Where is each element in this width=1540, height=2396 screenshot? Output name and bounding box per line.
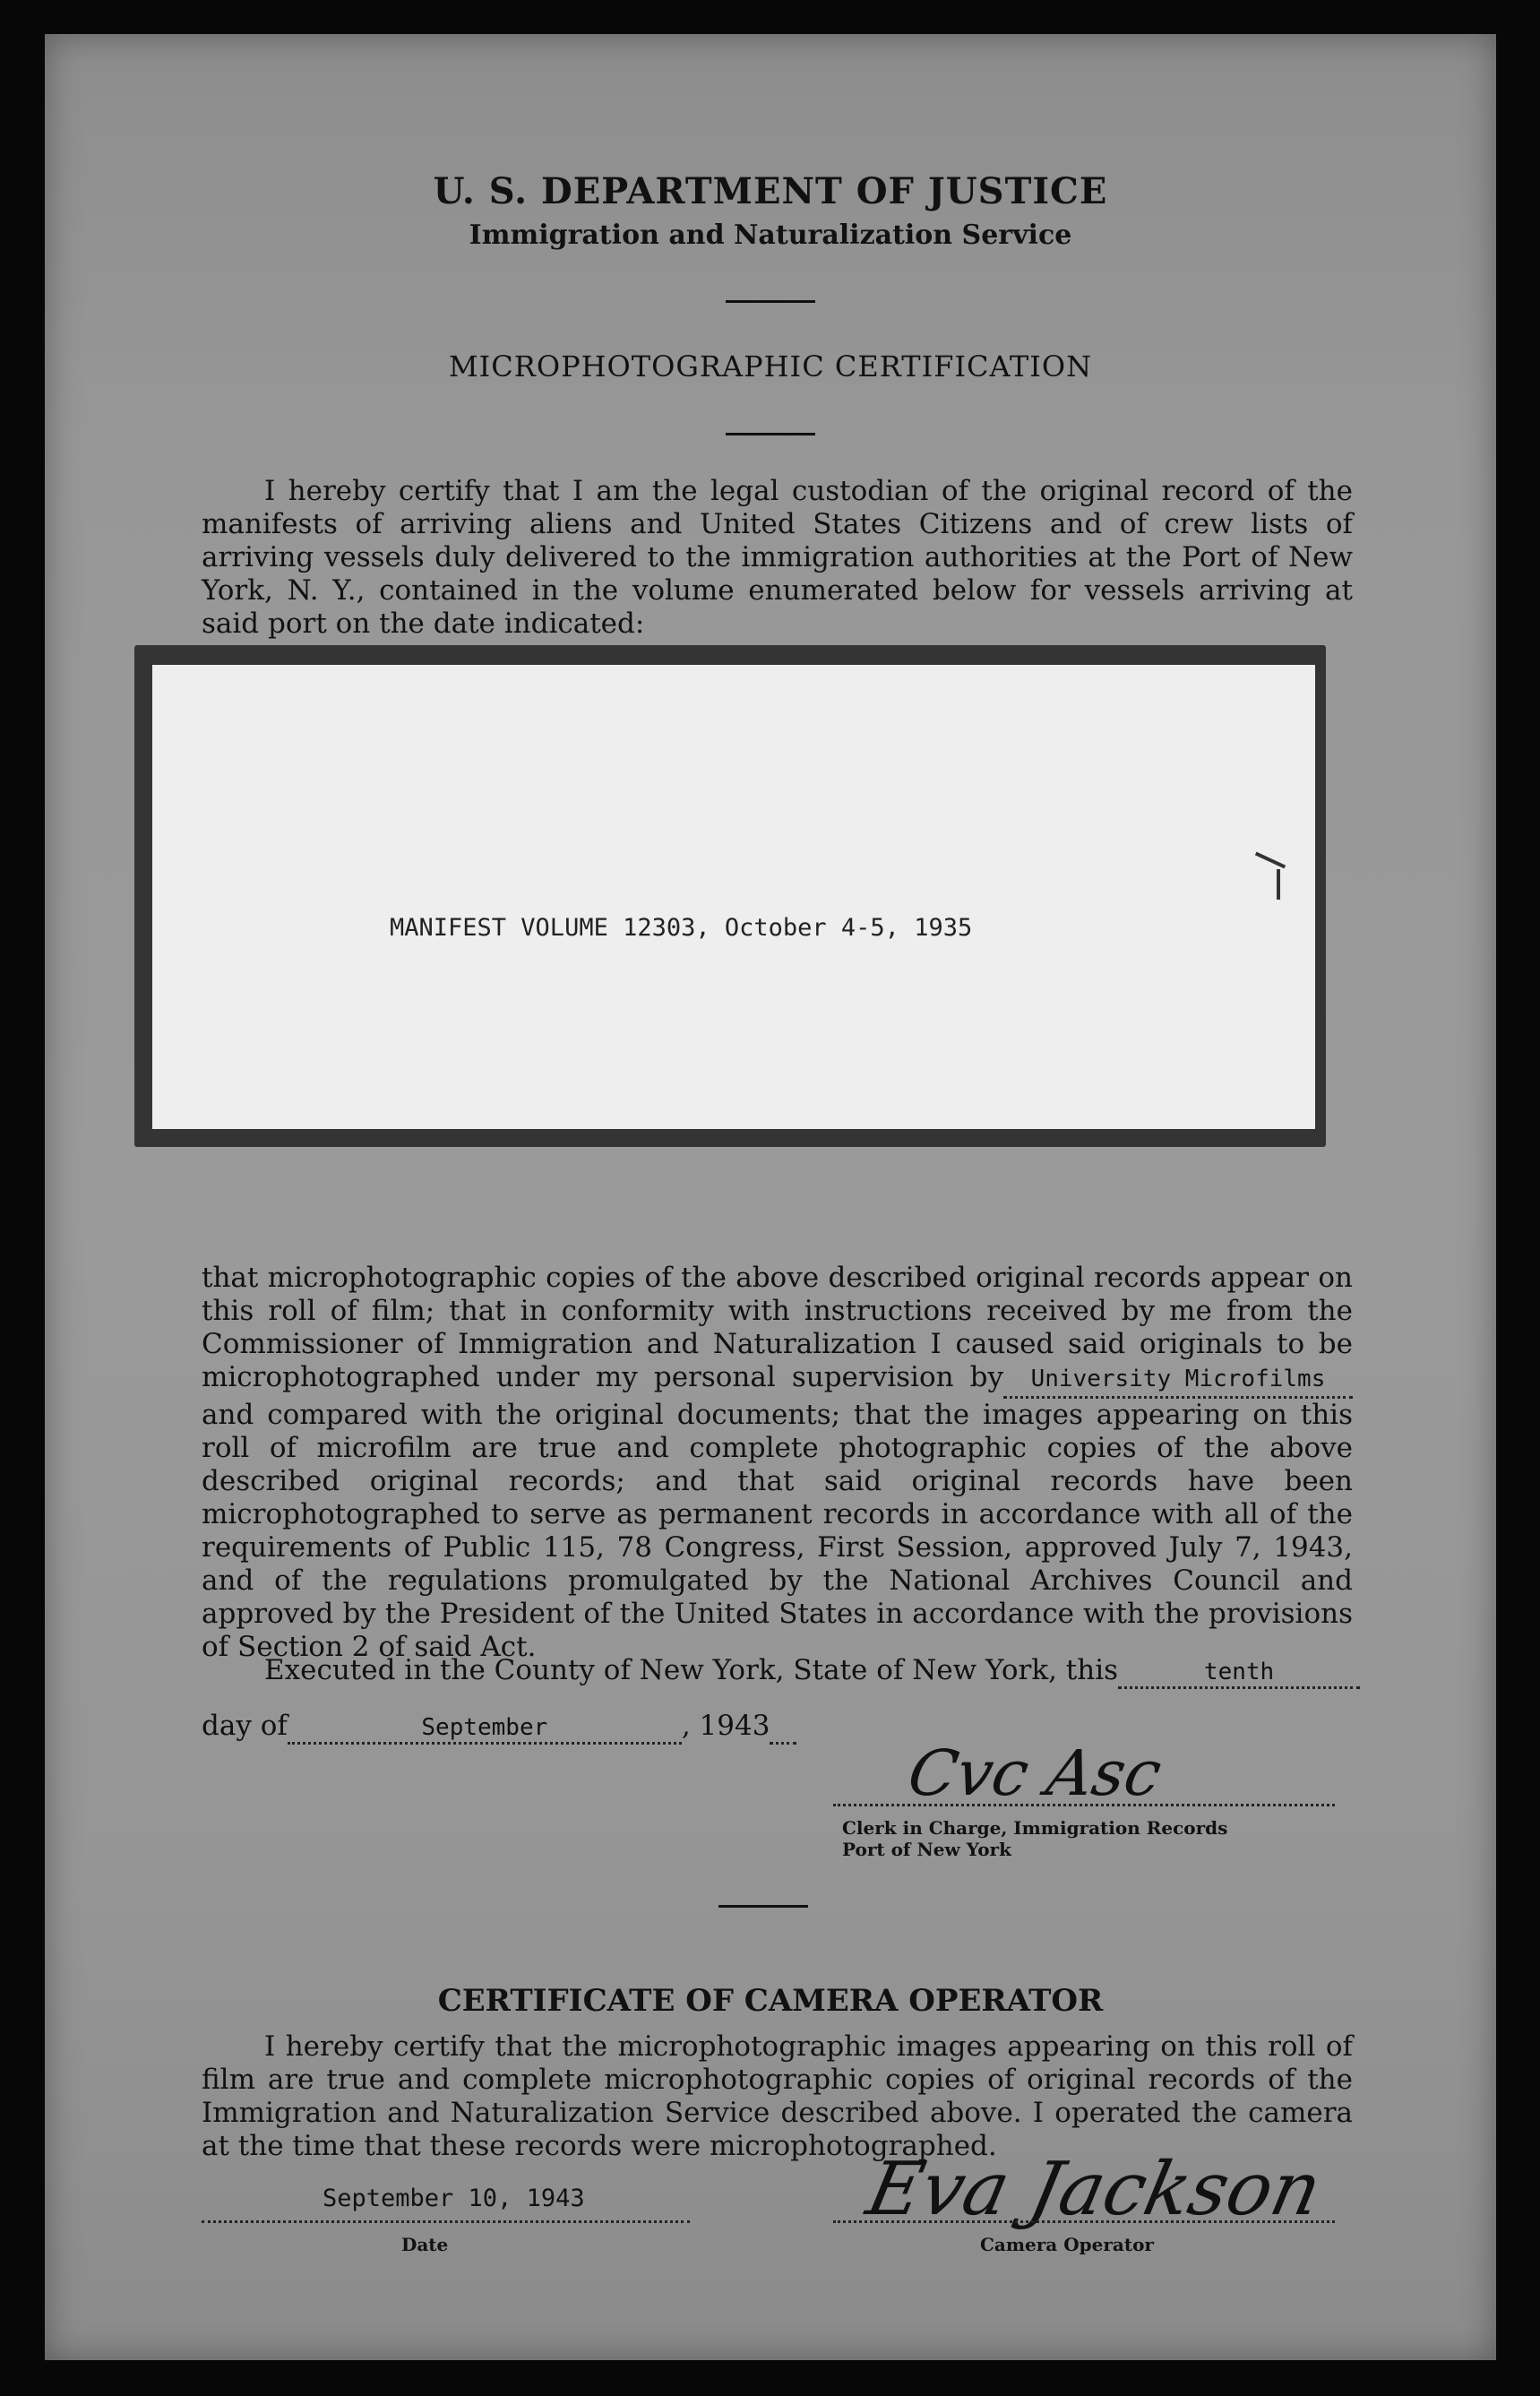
- year-text: , 1943: [681, 1710, 770, 1742]
- operator-certificate-title: CERTIFICATE OF CAMERA OPERATOR: [437, 1983, 1104, 2019]
- supervisor-field: [1003, 1361, 1353, 1399]
- day-of-prefix: day of: [202, 1710, 288, 1742]
- manifest-volume-text: MANIFEST VOLUME 12303, October 4-5, 1935: [390, 914, 973, 942]
- intro-paragraph: I hereby certify that I am the legal custodian of the original record of the manifests of arriving aliens and United States Citizens and of crew lists of arriving vessels duly delivered to the immigration authorities at the Port of New York, N. Y., contained in the volume enumerated below for vessels arriving at said port on the date indicated:: [202, 475, 1353, 640]
- divider: [726, 433, 815, 435]
- clerk-port: Port of New York: [842, 1839, 1011, 1860]
- date-value: September 10, 1943: [323, 2185, 585, 2212]
- certification-title: MICROPHOTOGRAPHIC CERTIFICATION: [448, 349, 1093, 384]
- clerk-signature: Cvc Asc: [902, 1737, 1167, 1810]
- date-label: Date: [401, 2234, 449, 2255]
- body-before-text: that microphotographic copies of the above described original records appear on this roll of film; that in conformity with instructions received by me from the Commissioner of Immigration and Naturalization I caused said originals to be microphotographed under my personal supervision by: [202, 1262, 1353, 1393]
- operator-signature-line: [833, 2220, 1335, 2223]
- divider: [718, 1905, 808, 1908]
- operator-label: Camera Operator: [980, 2234, 1154, 2255]
- certification-body: [202, 1262, 1353, 1664]
- department-heading: U. S. DEPARTMENT OF JUSTICE: [433, 170, 1108, 212]
- body-after-text: and compared with the original documents; that the images appearing on this roll of microfilm are true and complete photographic copies of the above described original records; and that said original records have been microphotographed to serve as permanent records in accordance with all of the requirements of Public 115, 78 Congress, First Session, approved July 7, 1943, and of the regulations promulgated by the National Archives Council and approved by the President of the United States in accordance with the provisions of Section 2 of said Act.: [202, 1399, 1353, 1663]
- executed-prefix: Executed in the County of New York, State of New York, this: [264, 1654, 1119, 1686]
- clerk-title: Clerk in Charge, Immigration Records: [842, 1817, 1228, 1839]
- supervisor-value: University Microfilms: [1030, 1366, 1326, 1392]
- service-heading: Immigration and Naturalization Service: [469, 220, 1072, 251]
- divider: [726, 300, 815, 303]
- executed-day-field: [1118, 1654, 1360, 1689]
- operator-signature: Eva Jackson: [859, 2147, 1329, 2232]
- executed-day-value: tenth: [1203, 1659, 1275, 1685]
- executed-line: [264, 1654, 1360, 1689]
- certificate-page: [45, 34, 1496, 2360]
- day-of-line: [202, 1710, 796, 1745]
- manifest-label-card: [152, 665, 1315, 1129]
- month-field: [288, 1710, 682, 1745]
- year-trailing-dots: [770, 1710, 796, 1745]
- clerk-signature-line: [833, 1804, 1335, 1806]
- operator-certificate-text: I hereby certify that the microphotographic images appearing on this roll of film are true and complete microphotographic copies of original records of the Immigration and Naturalization Service described above. I operated the camera at the time that these records were microphotographed.: [202, 2030, 1353, 2162]
- month-value: September: [421, 1714, 548, 1741]
- scan-mark: [1277, 869, 1280, 900]
